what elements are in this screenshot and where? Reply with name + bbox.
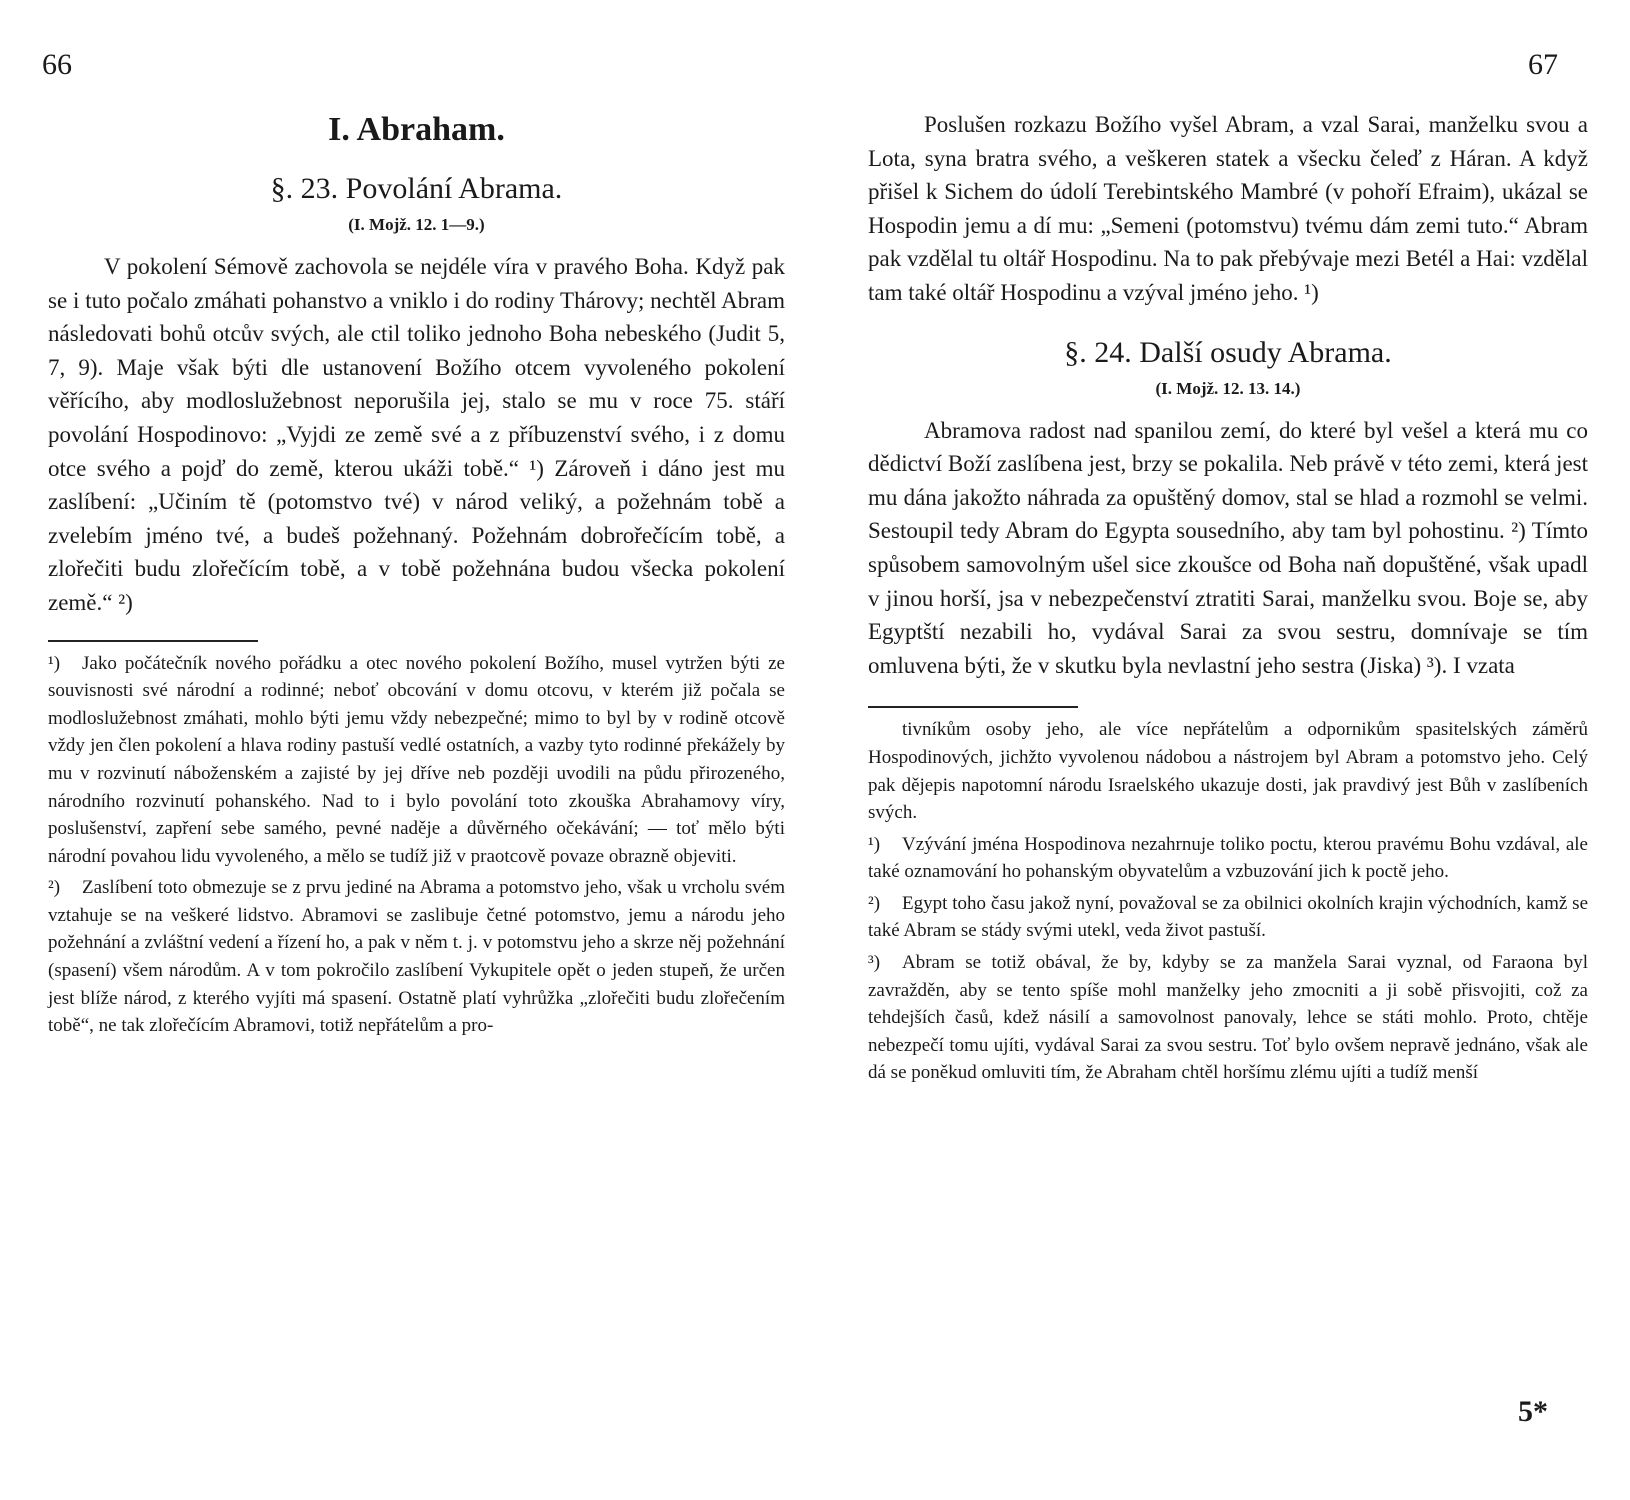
footnotes <box>868 716 1588 1087</box>
footnote-mark: ²) <box>48 877 61 899</box>
section-title: §. 23. Povolání Abrama. <box>270 172 563 205</box>
signature-mark: 5* <box>1518 1395 1548 1428</box>
footnote-continuation: tivníkům osoby jeho, ale více nepřátelům a odpornikům spasitelských záměrů Hospodinových, jichžto vyvolenou nádobou a nástrojem byl Abram a potomstvo jeho. Celý pak dějepis napotomní národu Israelského ukazuje dosti, jak pravdivý jest Bůh v zaslíbeních svých. <box>868 719 1588 824</box>
footnote-mark: ²) <box>868 892 881 914</box>
body-text: V pokolení Sémově zachovola se nejdéle víra v pravého Boha. Když pak se i tuto počalo zmáhati pohanstvo a vniklo i do rodiny Thárovy; nechtěl Abram následovati bohů otcův svých, ale ctil toliko jednoho Boha nebeského (Judit 5, 7, 9). Maje však býti dle ustanovení Božího otcem vyvoleného pokolení věřícího, aby modloslužebnost neporušila jej, stalo se mu v roce 75. stáří povolání Hospodinovo: „Vyjdi ze země své a z příbuzenství svého, i z domu otce svého a pojď do země, kterou ukáži tobě.“ ¹) Zároveň i dáno jest mu zaslíbení: „Učiním tě (potomstvo tvé) v národ veliký, a požehnám tobě a zvelebím jméno tvé, a budeš požehnaný. Požehnám dobrořečícím tobě, a zlořečiti budu zlořečícím tobě, a v tobě požehnána budou všecka pokolení země.“ ²) <box>48 254 785 615</box>
left-column <box>48 110 785 1044</box>
footnote-text: Abram se totiž obával, že by, kdyby se za manžela Sarai vyznal, od Faraona byl zavražděn, aby se tento spíše mohl manželky jeho zmocniti a ji sobě přisvojiti, což za tehdejších časů, kdež násilí a samovolnost panovaly, lehce se státi mohlo. Proto, chtěje nebezpečí tomu ujíti, vydával Sarai za svou sestru. Toť bylo ovšem nepravě jednáno, však ale dá se poněkud omluviti tím, že Abraham chtěl horšímu zlému ujíti a tudíž menší <box>868 952 1588 1084</box>
footnote-text: Vzývání jména Hospodinova nezahrnuje toliko poctu, kterou pravému Bohu vzdával, ale také oznamování ho pohanským obyvatelům a vzbuzování jich k poctě jeho. <box>868 833 1588 883</box>
footnote <box>48 650 785 871</box>
footnote-mark: ¹) <box>48 652 61 674</box>
footnote-mark: ³) <box>868 952 881 974</box>
body-text: Poslušen rozkazu Božího vyšel Abram, a vzal Sarai, manželku svou a Lota, syna bratra svého, a veškeren statek a všecku čeleď z Háran. A když přišel k Sichem do údolí Terebintského Mambré (v pohoří Efraim), ukázal se Hospodin jemu a dí mu: „Semeni (potomstvu) tvému dám zemi tuto.“ Abram pak vzdělal tu oltář Hospodinu. Na to pak přebývaje mezi Betél a Hai: vzdělal tam také oltář Hospodinu a vzýval jméno jeho. ¹) <box>868 112 1588 305</box>
footnote-mark: ¹) <box>868 833 881 855</box>
footnote <box>868 890 1588 945</box>
scripture-reference: (I. Mojž. 12. 13. 14.) <box>1155 378 1301 398</box>
footnote-text: Egypt toho času jakož nyní, považoval se za obilnici okolních krajin východních, kamž se také Abram se stády svými utekl, veda život pastuší. <box>868 892 1588 942</box>
footnote-text: Jako počátečník nového pořádku a otec nového pokolení Božího, musel vytržen býti ze souvisnosti své národní a rodinné; neboť obcování v domu otcovu, v kterém již počala se modloslužebnost zmáhati, mohlo býti jemu vždy nebezpečné; mimo to byl by v rodině otcově vždy jen člen pokolení a hlava rodiny pastuší vedlé ostatních, a vazby tyto rodinné překážely by mu v rozvinutí náboženském a zajisté by jej dříve neb později uvodili na půdu přirozeného, národního rozvinutí pohanského. Nad to i bylo povolání toto zkouška Abrahamovy víry, poslušenství, zapření sebe samého, pevné naděje a důvěrného očekávání; — toť mělo býti národní povahou lidu vyvoleného, a mělo se tudíž již v praotcově povaze obrazně objeviti. <box>48 652 785 867</box>
right-page <box>815 0 1630 1500</box>
footnote <box>868 949 1588 1087</box>
right-column <box>868 108 1588 1091</box>
section-title: §. 24. Další osudy Abrama. <box>1064 335 1392 369</box>
footnote-rule <box>48 640 258 642</box>
footnote-text: Zaslíbení toto obmezuje se z prvu jediné na Abrama a potomstvo jeho, však u vrcholu svém vztahuje se na veškeré lidstvo. Abramovi se zaslibuje četné potomstvo, jemu a národu jeho požehnání a zvláštní vedení a řízení ho, a pak v něm t. j. v potomstvu jeho a skrze něj požehnání (spasení) všem národům. A v tom pokročilo zaslíbení Vykupitele opět o jeden stupeň, že určen jest blíže národ, z kterého vyjíti má spasení. Ostatně platí vyhrůžka „zlořečiti budu zlořečením tobě“, ne tak zlořečícím Abramovi, totiž nepřátelům a pro- <box>48 877 785 1037</box>
page-number: 66 <box>42 48 72 81</box>
footnote <box>868 831 1588 886</box>
chapter-title: I. Abraham. <box>328 111 505 148</box>
body-paragraph <box>48 250 785 620</box>
footnote <box>48 874 785 1040</box>
page-number: 67 <box>1528 48 1558 81</box>
footnotes <box>48 650 785 1040</box>
body-paragraph <box>868 414 1588 683</box>
footnote-rule <box>868 706 1078 708</box>
body-text: Abramova radost nad spanilou zemí, do které byl vešel a která mu co dědictví Boží zaslíbena jest, brzy se pokalila. Neb právě v této zemi, která jest mu dána jakožto náhrada za opuštěný domov, stal se hlad a rozmohl se velmi. Sestoupil tedy Abram do Egypta sousedního, aby tam byl pohostinu. ²) Tímto spůsobem samovolným ušel sice zkoušce od Boha naň dopuštěné, však upadl v jinou horší, jsa v nebezpečenství ztratiti Sarai, manželku svou. Boje se, aby Egyptští nezabili ho, vydával Sarai za svou sestru, domnívaje se tím omluvena býti, že v skutku byla nevlastní jeho sestra (Jiska) ³). I vzata <box>868 417 1588 678</box>
scripture-reference: (I. Mojž. 12. 1—9.) <box>348 215 485 234</box>
body-paragraph <box>868 108 1588 310</box>
